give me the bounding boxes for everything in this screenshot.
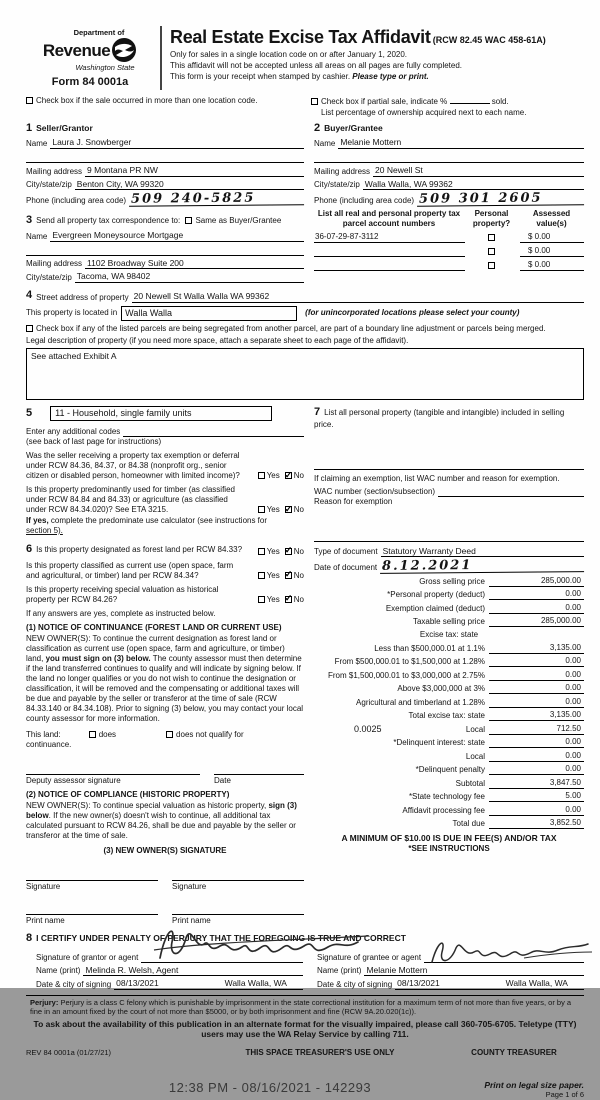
see-instructions-note: *SEE INSTRUCTIONS — [408, 844, 490, 853]
washington-state-label: Washington State — [75, 63, 135, 73]
section7-text: List all personal property (tangible and intangible) included in selling price. — [314, 407, 565, 429]
header-line1: Only for sales in a single location code on or after January 1, 2020. — [170, 49, 408, 59]
grantee-city-field[interactable]: Walla Walla, WA — [490, 978, 584, 990]
parcel-value-field[interactable]: $ 0.00 — [520, 260, 584, 271]
legal-description-label: Legal description of property (if you need more space, attach a separate sheet to each page of the affidavit). — [26, 335, 409, 345]
s6-q2-no-checkbox[interactable] — [285, 572, 292, 579]
parcel-col1-header: List all real and personal property tax parcel account numbers — [317, 209, 461, 229]
section1-title: Seller/Grantor — [36, 122, 93, 133]
section4 — [26, 289, 584, 400]
minimum-due-note: A MINIMUM OF $10.00 IS DUE IN FEE(S) AND/OR TAX — [341, 833, 557, 844]
land-does-not-checkbox[interactable] — [166, 731, 173, 738]
s5-question1: Was the seller receiving a property tax exemption or deferral under RCW 84.36, 84.37, or 84.38 (nonprofit org., senior citizen or disabled person, homeowner with limited income)? — [26, 451, 240, 480]
notice1-text: NEW OWNER(S): To continue the current designation as forest land or classification as current use (open space, farm and agriculture, or timber) land, you must sign on (3) below. The county assessor must then determine if the land transferred continues to qualify and will indicate by signing below. If the land no longer qualifies or you do not wish to continue the designation or classification, it will be removed and the compensating or additional taxes will be due and payable by the seller or transferor at the time of sale (RCW 84.33.140 or 84.34.108). Prior to signing (3) below, you may contact your local county assessor for more information. — [26, 633, 304, 723]
additional-codes-label: Enter any additional codes — [26, 427, 121, 436]
reason-exemption-label: Reason for exemption — [314, 496, 393, 506]
same-as-buyer-label: Same as Buyer/Grantee — [195, 216, 282, 226]
new-owner-signature2-field[interactable] — [172, 868, 304, 881]
grantor-city-field[interactable]: Walla Walla, WA — [209, 978, 303, 990]
section8: 8 I CERTIFY UNDER PENALTY OF PERJURY THAT THE FOREGOING IS TRUE AND CORRECT Signature of grantor or agent Name (print) Melinda R. Welsh, Agent Date & city of signing 08/13/2021 Walla Walla, WA Signature of grantee or agent Name (print) Melanie Mottern Date & city of signing 08/13/2021 Walla Walla, WA — [26, 932, 584, 990]
tax-value-field[interactable]: 0.00 — [489, 589, 584, 600]
buyer-phone-field[interactable]: 509 301 2605 — [417, 191, 584, 206]
parcel-table — [314, 209, 584, 271]
agency-name: Revenue — [42, 40, 111, 60]
excise-tax-heading: Excise tax: state — [419, 630, 479, 640]
county-note: (for unincorporated locations please select your county) — [305, 308, 520, 318]
multi-location-label: Check box if the sale occurred in more than one location code. — [36, 95, 258, 105]
tax-value-field[interactable]: 0.00 — [489, 737, 584, 748]
parcel-value-field[interactable]: $ 0.00 — [520, 246, 584, 257]
s5-q1-no-checkbox[interactable] — [285, 472, 292, 479]
doc-date-field[interactable]: 8.12.2021 — [380, 558, 584, 574]
s6-question2: Is this property classified as current use (open space, farm and agricultural, or timber) land per RCW 84.34? — [26, 560, 234, 580]
top-check-row — [26, 96, 584, 118]
tax-value-field[interactable]: 0.00 — [489, 805, 584, 816]
grantee-name-field[interactable]: Melanie Mottern — [364, 965, 584, 977]
s5-q2-no-checkbox[interactable] — [285, 506, 292, 513]
tax-value-field[interactable]: 712.50 — [489, 724, 584, 735]
s6-q3-no-checkbox[interactable] — [285, 596, 292, 603]
personal-property-field[interactable] — [314, 458, 584, 470]
seller-city-field[interactable]: Benton City, WA 99320 — [75, 179, 304, 191]
buyer-name2-field[interactable] — [314, 151, 584, 163]
doc-date-label: Date of document — [314, 563, 378, 573]
section7: 7 List all personal property (tangible and intangible) included in selling price. — [314, 405, 565, 429]
located-in-label: This property is located in — [26, 308, 118, 318]
notice1-title: (1) NOTICE OF CONTINUANCE (FOREST LAND OR CURRENT USE) — [26, 622, 282, 632]
notice2-text: NEW OWNER(S): To continue special valuation as historic property, sign (3) below. If the new owner(s) doesn't wish to continue, all additional tax calculated pursuant to RCW 84.26, shall be due and payable by the seller or transferor at the time of sale. — [26, 800, 297, 840]
seller-name2-field[interactable] — [26, 151, 304, 163]
local-rate: 0.0025 — [354, 723, 382, 734]
section2-title: Buyer/Grantee — [324, 122, 383, 133]
see-back-note: (see back of last page for instructions) — [26, 437, 162, 446]
header-line2: This affidavit will not be accepted unless all areas on all pages are fully completed. — [170, 60, 463, 70]
parcel-col2-header: Personal property? — [472, 209, 511, 229]
additional-codes-field[interactable] — [123, 427, 304, 437]
segregated-label: Check box if any of the listed parcels are being segregated from another parcel, are part of a boundary line adjustment or parcels being merged. — [36, 323, 546, 333]
tax-value-field[interactable]: 0.00 — [489, 697, 584, 708]
s5-if-yes-note: If yes, complete the predominate use calculator (see instructions for section 5). — [26, 516, 268, 535]
grantee-date-field[interactable]: 08/13/2021 — [395, 978, 489, 990]
deputy-assessor-signature-field[interactable] — [26, 762, 200, 775]
header-line3: This form is your receipt when stamped by cashier. Please type or print. — [170, 71, 429, 81]
s5-question2: Is this property predominantly used for timber (as classified under RCW 84.84 and 84.33) or agriculture (as classified under RCW 84.34.020)? See ETA 3215. — [26, 485, 235, 514]
deputy-date-label: Date — [214, 775, 231, 785]
certify-statement: I CERTIFY UNDER PENALTY OF PERJURY THAT THE FOREGOING IS TRUE AND CORRECT — [36, 932, 406, 943]
section2-number: 2 — [314, 121, 321, 134]
new-owner-printname2-field[interactable] — [172, 902, 304, 915]
buyer-city-field[interactable]: Walla Walla, WA 99362 — [363, 179, 584, 191]
seller-name-field[interactable]: Laura J. Snowberger — [50, 137, 304, 149]
s6-q3-yes-checkbox[interactable] — [258, 596, 265, 603]
buyer-name-field[interactable]: Melanie Mottern — [338, 137, 584, 149]
grantor-signature-field[interactable] — [141, 953, 303, 963]
partial-sale-label: Check box if partial sale, indicate % — [321, 96, 448, 106]
parcel-number-field[interactable] — [314, 247, 465, 257]
grantor-sig-label: Signature of grantor or agent — [36, 952, 139, 962]
s6-q1-no-checkbox[interactable] — [285, 548, 292, 555]
parcel-row — [314, 232, 584, 243]
grantor-name-field[interactable]: Melinda R. Welsh, Agent — [83, 965, 303, 977]
section-divider — [314, 541, 584, 542]
tax-value-field[interactable]: 3,135.00 — [489, 643, 584, 654]
grantee-signature-field[interactable] — [424, 953, 584, 963]
header — [26, 26, 584, 90]
grantee-sig-label: Signature of grantee or agent — [317, 952, 422, 962]
s6-q1-yes-checkbox[interactable] — [258, 548, 265, 555]
affidavit-page: Department of Revenue Washington State Form 84 0001a Real Estate Excise Tax Affidavit (RCW 82.45 WAC 458-61A) Only for sales in a single location code on or after January 1, 2020. This affidavit will not be accepted unless all areas on all pages are fully completed. This form is your receipt when stamped by cashier. Please type or print. Check box if the sale occurred in more than one location code. Check box if partial sale, indicate % sold. List percentage of ownership acquired next to each name. 1 Seller/Grantor Name Laura J. Snowberger Mailing address 9 Montana PR NW City/state/zip Benton City, WA 99320 Phone (including area code) 509 240-5825 3 Send all property tax correspondence to: Same as Buyer/Grantee Name Evergreen Moneysource Mortgage Mailing address 1102 Broadway Suite 200 City/state/zip Tacoma, WA 98402 2 Buyer/Grantee Name Melanie Mottern Mailing address 20 Newell St City/state/zip Walla Walla, WA 99362 Phone (including area code) 509 301 2605 List all real and personal property tax parcel account numbers Personal property? Assessed value(s) 36-07-29-87-3112 $ 0.00 $ 0.00 $ 0.00 4 Street address of property 20 Newell St Walla Walla WA 99362 This property is located in Walla Walla (for unincorporated locations please select your county) Check box if any of the listed parcels are being segregated from another parcel, are part of a boundary line adjustment or parcels being merged. Legal description of property (if you need more space, attach a separate sheet to each page of the affidavit). See attached Exhibit A 5 11 - Household, single family units Enter any additional codes (see back of last page for instructions) Was the seller receiving a property tax exemption or deferral under RCW 84.36, 84.37, or 84.38 (nonprofit org., senior citizen or disabled person, homeowner with limited income)? Yes ✓ No Is this property predominantly used for timber (as classified under RCW 84.84 and 84.33) or agriculture (as classified under RCW 84.34.020)? See ETA 3215. Yes ✓ No If yes, complete the predominate use calculator (see instructions for section 5). 6 Is this property designated as forest land per RCW 84.33? Yes ✓ No Is this property classified as current use (open space, farm and agricultural, or timber) land per RCW 84.34? Yes ✓ No Is this property receiving special valuation as historical property per RCW 84.26? Yes ✓ No If any answers are yes, complete as instructed below. (1) NOTICE OF CONTINUANCE (FOREST LAND OR CURRENT USE) NEW OWNER(S): To continue the current designation as forest land or classification as current use (open space, farm and agriculture, or timber) land, you must sign on (3) below. The county assessor must then determine if the land transferred continues to qualify and will indicate by signing below. If the land no longer qualifies or you do not wish to continue the designation or classification, it will be removed and the compensating or additional taxes will be due and payable by the seller or transferor at the time of sale (RCW 84.33.140 or 84.34.108). Prior to signing (3) below, you may contact your local county assessor for more information. This land: does does not qualify for continuance. Deputy assessor signature Date (2) NOTICE OF COMPLIANCE (HISTORIC PROPERTY) NEW OWNER(S): To continue special valuation as historic property, sign (3) below. If the new owner(s) doesn't wish to continue, all additional tax calculated pursuant to RCW 84.26, shall be due and payable by the seller or transferor at the time of sale. (3) NEW OWNER(S) SIGNATURE Signature Signature Print name Print name 7 List all personal property (tangible and intangible) included in selling price. If claiming an exemption, list WAC number and reason for exemption. WAC number (section/subsection) Reason for exemption Type of document Statutory Warranty Deed Date of document 8.12.2021 Gross selling price 285,000.00 *Personal property (deduct) 0.00 Exemption claimed (deduct) 0.00 Taxable selling price 285,000.00 Excise tax: state Less than $500,000.01 at 1.1% 3,135.00 From $500,000.01 to $1,500,000 at 1.28% 0.00 From $1,500,000.01 to $3,000,000 at 2.75% 0.00 Above $3,000,000 at 3% 0.00 Agricultural and timberland at 1.28% 0.00 Total excise tax: state 3,135.00 0.0025 Local 712.50 *Delinquent interest: state 0.00 Local 0.00 *Delinquent penalty 0.00 Subtotal 3,847.50 *State technology fee 5.00 Affidavit processing fee 0.00 Total due 3,852.50 A MINIMUM OF $10.00 IS DUE IN FEE(S) AND/OR TAX *SEE INSTRUCTIONS 8 I CERTIFY UNDER PENALTY OF PERJURY THAT THE FOREGOING IS TRUE AND CORRECT Signature of grantor or agent Name (print) Melinda R. Welsh, Agent Date & city of signing 08/13/2021 Walla Walla, WA Signature of grantee or agent Name (print) Melanie Mottern Date & city of signing 08/13/2021 Walla Walla, WA Perjury: Perjury is a class C felony which is punishable by imprisonment in the state correctional institution for a maximum term of not more than five years, or by a fine in an amount fixed by the court of not more than $5000, or by both imprisonment and fine (RCW 9A.20.020(1c)). To ask about the availability of this publication in an alternate format for the visually impaired, please call 360-705-6705. Teletype (TTY) users may use the WA Relay Service by calling 711. REV 84 0001a (01/27/21) THIS SPACE TREASURER'S USE ONLY COUNTY TREASURER 12:38 PM - 08/16/2021 - 142293 Print on legal size paper. Page 1 of 6 — [0, 0, 600, 988]
section1-number: 1 — [26, 121, 33, 134]
tax-value-field[interactable]: 3,847.50 — [489, 778, 584, 789]
parcel-number-field[interactable]: 36-07-29-87-3112 — [314, 232, 465, 243]
parcel-value-field[interactable]: $ 0.00 — [520, 232, 584, 243]
partial-sale-checkbox[interactable] — [311, 98, 318, 105]
wac-number-label: WAC number (section/subsection) — [314, 486, 436, 496]
alt-format-note: To ask about the availability of this publication in an alternate format for the visually impaired, please call 360-705-6705. Teletype (TTY) users may use the WA Relay Service by calling 711. — [33, 1018, 577, 1040]
parcel-pp-checkbox[interactable] — [488, 248, 495, 255]
new-owner-signature1-field[interactable] — [26, 868, 158, 881]
title-block — [160, 26, 546, 90]
tax-value-field[interactable]: 0.00 — [489, 764, 584, 775]
page-number: Page 1 of 6 — [545, 1090, 584, 1100]
exemption-note: If claiming an exemption, list WAC number and reason for exemption. — [314, 473, 560, 483]
dor-logo-icon — [111, 37, 137, 63]
parcel-pp-checkbox[interactable] — [488, 262, 495, 269]
county-select[interactable]: Walla Walla — [121, 306, 297, 321]
doc-type-field[interactable]: Statutory Warranty Deed — [381, 546, 584, 558]
tax-value-field[interactable]: 285,000.00 — [489, 616, 584, 627]
partial-sale-percent-field[interactable] — [450, 96, 490, 104]
receipt-stamp: 12:38 PM - 08/16/2021 - 142293 — [168, 1079, 372, 1095]
rev-number: REV 84 0001a (01/27/21) — [26, 1047, 112, 1057]
seller-phone-field[interactable]: 509 240-5825 — [129, 191, 304, 207]
form-number: Form 84 0001a — [51, 75, 129, 88]
parcel-row — [314, 260, 584, 271]
page-title: Real Estate Excise Tax Affidavit — [170, 27, 431, 47]
tax-value-field[interactable]: 3,852.50 — [489, 818, 584, 829]
land-does-checkbox[interactable] — [89, 731, 96, 738]
parcel-row — [314, 246, 584, 257]
section5-number: 5 — [26, 406, 33, 419]
new-owner-signature-title: (3) NEW OWNER(S) SIGNATURE — [103, 845, 227, 855]
section3-number: 3 — [26, 214, 33, 227]
street-address-label: Street address of property — [36, 292, 129, 302]
correspondence-mailing-field[interactable]: 1102 Broadway Suite 200 — [85, 258, 304, 270]
s5-q1-yes-checkbox[interactable] — [258, 472, 265, 479]
footer-row — [26, 1048, 584, 1058]
dept-of-label: Department of — [73, 28, 125, 37]
county-treasurer-label: COUNTY TREASURER — [471, 1047, 557, 1057]
tax-value-field[interactable]: 3,135.00 — [489, 710, 584, 721]
s6-question1: 6 Is this property designated as forest land per RCW 84.33? — [26, 543, 243, 555]
tax-value-field[interactable]: 0.00 — [489, 656, 584, 667]
parcel-number-field[interactable] — [314, 261, 465, 271]
grantor-date-field[interactable]: 08/13/2021 — [114, 978, 208, 990]
segregated-checkbox[interactable] — [26, 325, 33, 332]
multi-location-checkbox[interactable] — [26, 97, 33, 104]
buyer-mailing-field[interactable]: 20 Newell St — [373, 165, 584, 177]
perjury-text: Perjury: Perjury is a class C felony which is punishable by imprisonment in the state correctional institution for a maximum term of not more than five years, or by a fine in an amount fixed by the court of not more than $5000, or by both imprisonment and fine (RCW 9A.20.020(1c)). — [30, 997, 572, 1017]
print-note: Print on legal size paper. — [484, 1079, 584, 1090]
notice2-title: (2) NOTICE OF COMPLIANCE (HISTORIC PROPERTY) — [26, 789, 230, 799]
tax-value-field[interactable]: 0.00 — [489, 603, 584, 614]
correspondence-city-field[interactable]: Tacoma, WA 98402 — [75, 271, 304, 283]
s6-question3: Is this property receiving special valuation as historical property per RCW 84.26? — [26, 584, 219, 604]
tax-value-field[interactable]: 5.00 — [489, 791, 584, 802]
land-qualify-row: This land: does does not qualify for — [26, 729, 244, 739]
use-code-field[interactable]: 11 - Household, single family units — [50, 406, 272, 421]
street-address-field[interactable]: 20 Newell St Walla Walla WA 99362 — [132, 291, 584, 303]
deputy-assessor-label: Deputy assessor signature — [26, 775, 121, 785]
seller-mailing-field[interactable]: 9 Montana PR NW — [85, 165, 304, 177]
legal-description-field[interactable]: See attached Exhibit A — [26, 348, 584, 400]
treasurer-space-label: THIS SPACE TREASURER'S USE ONLY — [245, 1047, 395, 1057]
deputy-date-field[interactable] — [214, 762, 304, 775]
wac-number-field[interactable] — [438, 487, 584, 497]
tax-value-field[interactable]: 0.00 — [489, 683, 584, 694]
stamp-row — [26, 1080, 584, 1100]
dor-logo-block — [26, 26, 154, 90]
s6-if-any-note: If any answers are yes, complete as instructed below. — [26, 608, 216, 618]
continuance-label: continuance. — [26, 739, 72, 749]
tax-value-field[interactable]: 0.00 — [489, 751, 584, 762]
section4-number: 4 — [26, 288, 33, 301]
perjury-block — [26, 995, 584, 1040]
new-owner-printname1-field[interactable] — [26, 902, 158, 915]
s6-q2-yes-checkbox[interactable] — [258, 572, 265, 579]
tax-value-field[interactable]: 285,000.00 — [489, 576, 584, 587]
same-as-buyer-checkbox[interactable] — [185, 217, 192, 224]
ownership-note: List percentage of ownership acquired next to each name. — [321, 107, 527, 117]
rcw-reference: (RCW 82.45 WAC 458-61A) — [432, 35, 546, 45]
section3-label: Send all property tax correspondence to: — [36, 216, 181, 226]
s5-q2-yes-checkbox[interactable] — [258, 506, 265, 513]
parcel-pp-checkbox[interactable] — [488, 234, 495, 241]
correspondence-name2-field[interactable] — [26, 244, 304, 256]
correspondence-name-field[interactable]: Evergreen Moneysource Mortgage — [50, 230, 304, 242]
partial-sale-sold-label: sold. — [491, 96, 509, 106]
doc-type-label: Type of document — [314, 547, 378, 557]
tax-value-field[interactable]: 0.00 — [489, 670, 584, 681]
parcel-col3-header: Assessed value(s) — [532, 209, 571, 229]
